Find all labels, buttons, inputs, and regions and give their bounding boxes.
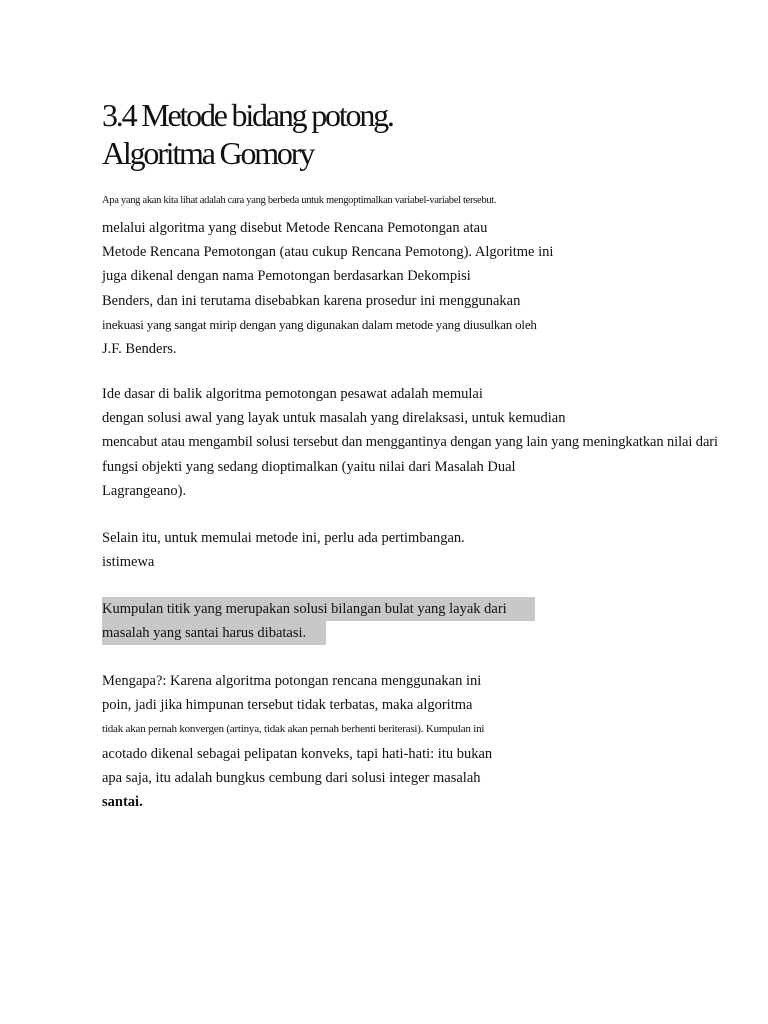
paragraph-line: J.F. Benders.: [102, 340, 177, 357]
paragraph-why: [102, 669, 492, 814]
paragraph-line: poin, jadi jika himpunan tersebut tidak terbatas, maka algoritma: [102, 697, 473, 714]
paragraph-cutting-plane-intro: [102, 216, 553, 361]
paragraph-line: dengan solusi awal yang layak untuk masalah yang direlaksasi, untuk kemudian: [102, 410, 566, 427]
paragraph-line: Mengapa?: Karena algoritma potongan rencana menggunakan ini: [102, 673, 482, 689]
section-title-line-1: 3.4 Metode bidang potong.: [102, 97, 393, 133]
paragraph-line: Selain itu, untuk memulai metode ini, perlu ada pertimbangan.: [102, 530, 465, 546]
highlighted-line: Kumpulan titik yang merupakan solusi bilangan bulat yang layak dari: [102, 597, 535, 621]
paragraph-line: apa saja, itu adalah bungkus cembung dari solusi integer masalah: [102, 769, 481, 786]
paragraph-line: juga dikenal dengan nama Pemotongan berdasarkan Dekompisi: [102, 268, 471, 285]
paragraph-line: inekuasi yang sangat mirip dengan yang digunakan dalam metode yang diusulkan oleh: [102, 316, 537, 332]
paragraph-line: mencabut atau mengambil solusi tersebut dan menggantinya dengan yang lain yang meningkatkan nilai dari: [102, 434, 718, 451]
paragraph-line: acotado dikenal sebagai pelipatan konveks, tapi hati-hati: itu bukan: [102, 745, 493, 762]
paragraph-line: tidak akan pernah konvergen (artinya, tidak akan pernah berhenti beriterasi). Kumpulan ini: [102, 723, 485, 736]
paragraph-line-bold: santai.: [102, 793, 143, 810]
highlighted-statement: [102, 597, 535, 645]
paragraph-line: istimewa: [102, 554, 155, 571]
paragraph-line: Metode Rencana Pemotongan (atau cukup Rencana Pemotong). Algoritme ini: [102, 244, 554, 261]
paragraph-line: Ide dasar di balik algoritma pemotongan pesawat adalah memulai: [102, 386, 483, 402]
section-title: [102, 96, 393, 172]
paragraph-basic-idea: [102, 382, 718, 503]
paragraph-line: fungsi objekti yang sedang dioptimalkan (yaitu nilai dari Masalah Dual: [102, 458, 516, 475]
paragraph-line: melalui algoritma yang disebut Metode Rencana Pemotongan atau: [102, 220, 488, 236]
highlighted-line: masalah yang santai harus dibatasi.: [102, 621, 326, 645]
intro-note: Apa yang akan kita lihat adalah cara yang berbeda untuk mengoptimalkan variabel-variabel tersebut.: [102, 195, 497, 206]
paragraph-line: Benders, dan ini terutama disebabkan karena prosedur ini menggunakan: [102, 292, 521, 309]
section-title-line-2: Algoritma Gomory: [102, 135, 313, 171]
paragraph-consideration: [102, 526, 465, 574]
paragraph-line: Lagrangeano).: [102, 482, 187, 499]
